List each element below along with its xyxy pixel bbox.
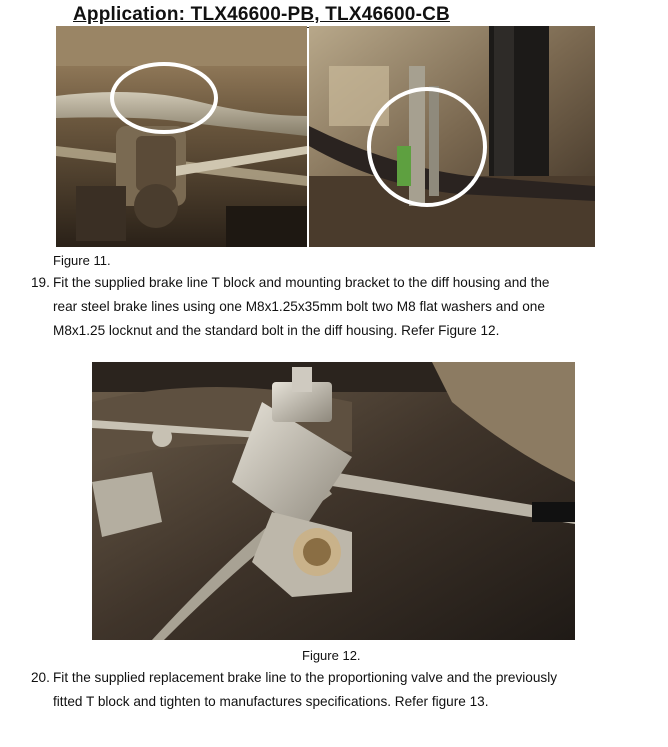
figure-11-caption: Figure 11. xyxy=(53,253,111,268)
figure-12-caption: Figure 12. xyxy=(302,648,361,663)
step-20-number: 20. xyxy=(31,670,50,685)
step-19-line: M8x1.25 locknut and the standard bolt in the diff housing. Refer Figure 12. xyxy=(53,323,500,338)
step-19 xyxy=(31,271,550,343)
step-20-line: fitted T block and tighten to manufactures specifications. Refer figure 13. xyxy=(53,694,489,709)
step-20 xyxy=(31,666,557,714)
page-title: Application: TLX46600-PB, TLX46600-CB xyxy=(73,4,450,25)
figure-11-right-photo xyxy=(309,26,595,247)
step-19-line: rear steel brake lines using one M8x1.25x35mm bolt two M8 flat washers and one xyxy=(53,299,545,314)
figure-11-left-photo xyxy=(56,26,307,247)
step-19-number: 19. xyxy=(31,275,50,290)
step-20-line: Fit the supplied replacement brake line to the proportioning valve and the previously xyxy=(53,670,558,685)
step-19-line: Fit the supplied brake line T block and mounting bracket to the diff housing and the xyxy=(53,275,550,290)
figure-12-photo xyxy=(92,362,575,640)
